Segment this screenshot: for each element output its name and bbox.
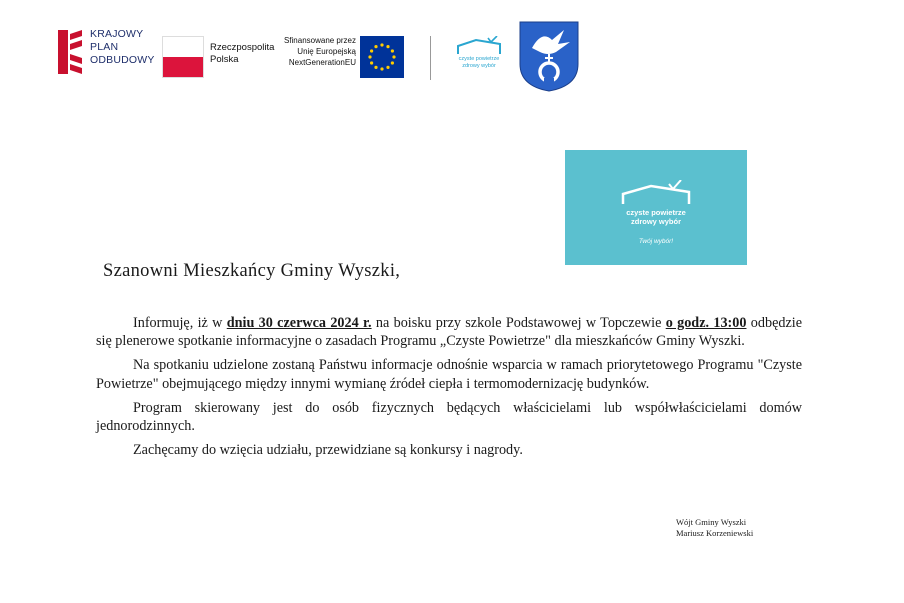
greeting: Szanowni Mieszkańcy Gminy Wyszki, [103, 261, 401, 281]
eu-line: Unię Europejską [297, 47, 356, 56]
letter-body [96, 314, 802, 465]
eu-star-icon [374, 66, 377, 69]
czyste-powietrze-banner [565, 150, 747, 265]
eu-flag-icon [360, 36, 404, 78]
cp-small-line: czyste powietrze [458, 56, 500, 62]
cp-banner-line: zdrowy wybór [630, 217, 681, 226]
czyste-powietrze-small-logo [456, 36, 502, 76]
kpo-logo [58, 28, 158, 80]
cp-banner-text [565, 208, 747, 226]
kpo-line: ODBUDOWY [90, 54, 155, 66]
event-time: o godz. 13:00 [665, 315, 747, 331]
cp-banner-line: czyste powietrze [626, 208, 686, 217]
eu-star-icon [374, 45, 377, 48]
logo-bar [0, 10, 904, 80]
eu-logo-text [278, 35, 356, 68]
eu-star-icon [380, 43, 383, 46]
paragraph-4: Zachęcamy do wzięcia udziału, przewidziane są konkursy i nagrody. [133, 442, 523, 459]
paragraph-3: Program skierowany jest do osób fizycznych będących właścicielami lub współwłaścicielami domów jednorodzinnych. [96, 399, 802, 435]
signature-title: Wójt Gminy Wyszki [676, 517, 747, 527]
rp-line: Polska [210, 54, 239, 65]
eu-star-icon [391, 49, 394, 52]
signature-name: Mariusz Korzeniewski [676, 528, 754, 538]
signature [676, 517, 753, 539]
eu-star-icon [370, 49, 373, 52]
divider [430, 36, 431, 80]
eu-star-icon [368, 55, 371, 58]
cp-slogan: Twój wybór! [638, 238, 674, 245]
eu-star-icon [386, 45, 389, 48]
house-icon [621, 180, 691, 206]
house-icon [456, 36, 502, 56]
kpo-text [90, 28, 155, 67]
cp-small-line: zdrowy wybór [462, 63, 496, 69]
eu-star-icon [370, 61, 373, 64]
kpo-line: PLAN [90, 41, 119, 53]
cp-small-text [456, 56, 502, 70]
paragraph-2: Na spotkaniu udzielone zostaną Państwu informacje odnośnie wsparcia w ramach priorytetowego Programu "Czyste Powietrze" obejmującego między innymi wymianę źródeł ciepła i termomodernizację budynków. [96, 357, 802, 392]
eu-star-icon [391, 61, 394, 64]
wyszki-crest-icon [518, 20, 580, 92]
paragraph-1: Informuję, iż w dniu 30 czerwca 2024 r. na boisku przy szkole Podstawowej w Topczewie o godz. 13:00 odbędzie się plenerowe spotkanie informacyjne o zasadach Programu „Czyste Powietrze" dla mieszkańców Gminy Wyszki. [96, 315, 802, 350]
kpo-line: KRAJOWY [90, 28, 144, 40]
eu-star-icon [392, 55, 395, 58]
rp-logo-text [210, 42, 274, 66]
eu-line: NextGenerationEU [288, 58, 356, 67]
eu-line: Sfinansowane przez [283, 36, 356, 45]
kpo-mark-icon [58, 30, 84, 74]
eu-star-icon [380, 67, 383, 70]
event-date: dniu 30 czerwca 2024 r. [226, 315, 372, 331]
eu-star-icon [386, 66, 389, 69]
rp-line: Rzeczpospolita [210, 42, 275, 53]
polish-flag-icon [162, 36, 204, 78]
